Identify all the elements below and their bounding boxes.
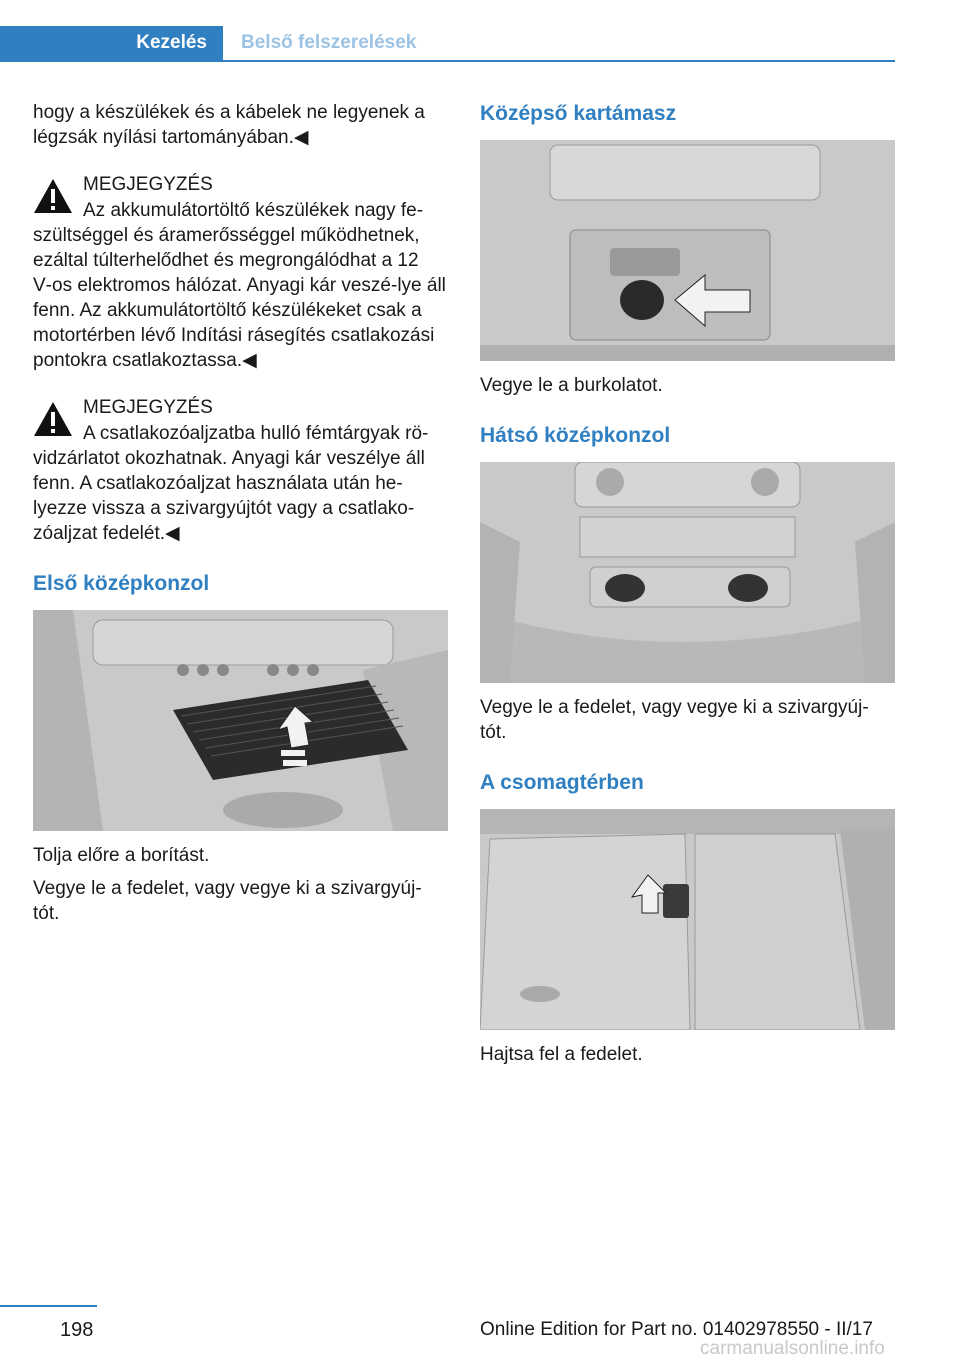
trunk-photo bbox=[480, 809, 895, 1030]
page-number: 198 bbox=[60, 1319, 94, 1341]
edition-line: Online Edition for Part no. 01402978550 - II/17 bbox=[480, 1319, 873, 1340]
warning-block-2 bbox=[33, 395, 448, 546]
trunk-caption: Hajtsa fel a fedelet. bbox=[480, 1044, 643, 1065]
header-tabs bbox=[0, 26, 895, 62]
watermark: carmanualsonline.info bbox=[700, 1338, 885, 1359]
heading-rear-console: Hátsó középkonzol bbox=[480, 424, 671, 447]
warning-triangle-icon bbox=[33, 401, 73, 437]
right-column bbox=[480, 100, 895, 1067]
warning-2-text: A csatlakozóaljzatba hulló fémtárgyak rö-vidzárlatot okozhatnak. Anyagi kár veszélye áll fenn. A csatlakozóaljzat használata után he-lyezze vissza a szivargyújtót vagy a csatlako-zóaljzat fedelét.◀ bbox=[33, 423, 429, 544]
front-console-photo bbox=[33, 610, 448, 831]
header-rule bbox=[0, 60, 895, 62]
warning-1-text: Az akkumulátortöltő készülékek nagy fe-szültséggel és áramerősséggel működhetnek, ezáltal túlterhelődhet és megrongálódhat a 12 V‑os elektromos hálózat. Anyagi kár veszé-lye áll fenn. Az akkumulátortöltő készülékeket csak a motortérben lévő Indítási rásegítés csatlakozási pontokra csatlakoztassa.◀ bbox=[33, 200, 446, 371]
front-caption-2: Vegye le a fedelet, vagy vegye ki a szivargyúj-tót. bbox=[33, 878, 422, 924]
warning-2-title: MEGJEGYZÉS bbox=[83, 397, 213, 418]
warning-block-1 bbox=[33, 172, 448, 373]
rear-console-photo bbox=[480, 462, 895, 683]
tab-kezeles: Kezelés bbox=[0, 26, 223, 60]
tab-belso-felszerelesek: Belső felszerelések bbox=[241, 32, 417, 53]
heading-front-console: Első középkonzol bbox=[33, 572, 210, 595]
warning-1-title: MEGJEGYZÉS bbox=[83, 174, 213, 195]
heading-trunk: A csomagtérben bbox=[480, 771, 644, 794]
warning-triangle-icon bbox=[33, 178, 73, 214]
armrest-photo bbox=[480, 140, 895, 361]
armrest-caption: Vegye le a burkolatot. bbox=[480, 375, 663, 396]
front-caption-1: Tolja előre a borítást. bbox=[33, 845, 210, 866]
left-column bbox=[33, 100, 448, 926]
intro-paragraph: hogy a készülékek és a kábelek ne legyenek a légzsák nyílási tartományában.◀ bbox=[33, 102, 425, 148]
rear-caption: Vegye le a fedelet, vagy vegye ki a szivargyúj-tót. bbox=[480, 697, 869, 743]
heading-armrest: Középső kartámasz bbox=[480, 102, 677, 125]
footer-rule bbox=[0, 1305, 97, 1307]
